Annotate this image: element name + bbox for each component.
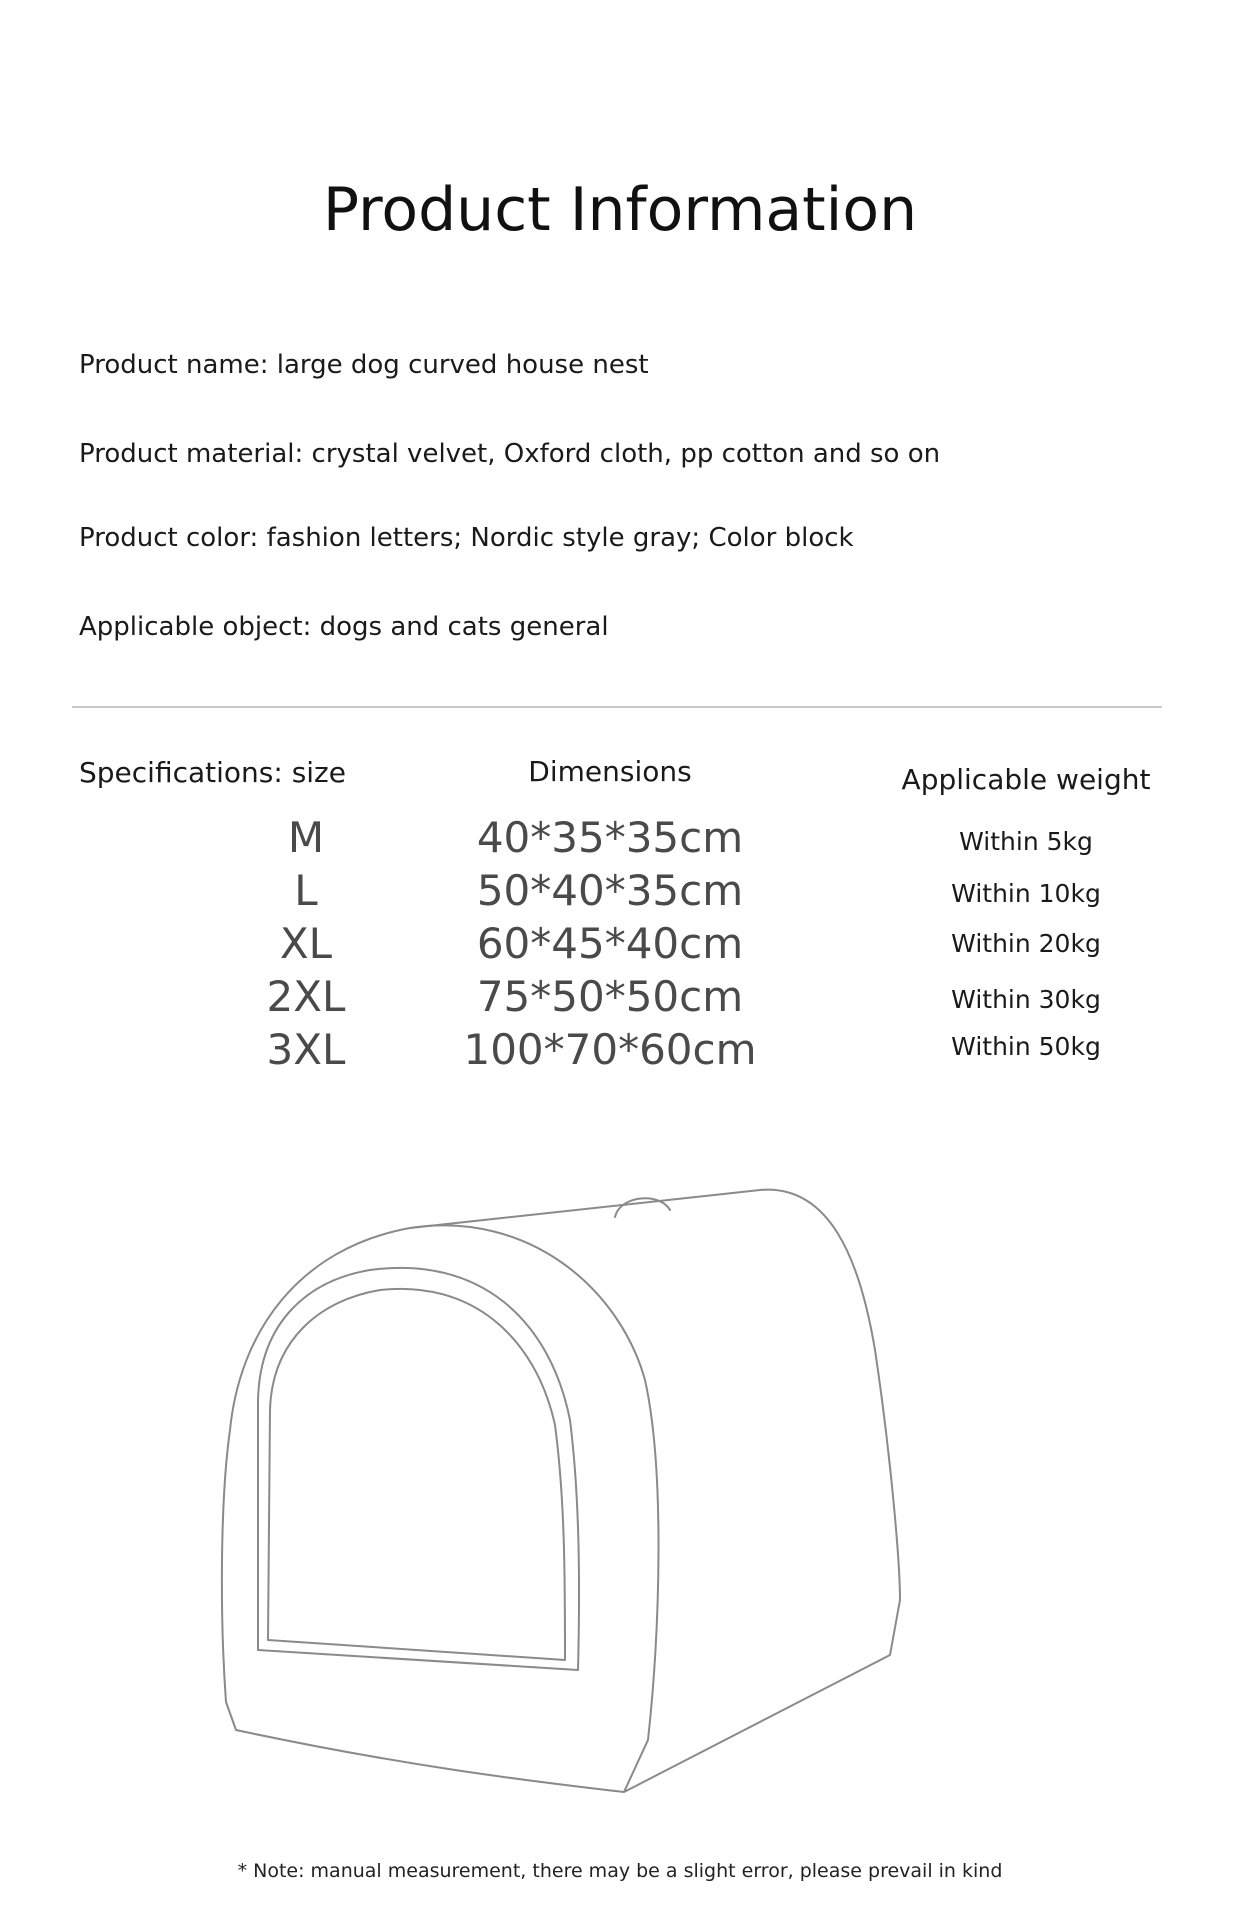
dog-house-icon xyxy=(220,1170,1020,1810)
dimensions-value: 60*45*40cm xyxy=(476,919,744,968)
size-value: 2XL xyxy=(266,972,346,1021)
size-value: L xyxy=(294,866,318,915)
divider xyxy=(72,706,1162,708)
dimensions-value: 40*35*35cm xyxy=(476,813,744,862)
weight-value: Within 30kg xyxy=(951,985,1101,1014)
applicable-object: Applicable object: dogs and cats general xyxy=(79,612,609,642)
size-value: XL xyxy=(279,919,333,968)
dimensions-value: 50*40*35cm xyxy=(476,866,744,915)
product-name: Product name: large dog curved house nest xyxy=(79,350,649,380)
dimensions-value: 75*50*50cm xyxy=(476,972,744,1021)
size-value: M xyxy=(287,813,325,862)
page-title: Product Information xyxy=(322,175,918,245)
dimensions-value: 100*70*60cm xyxy=(463,1025,757,1074)
weight-value: Within 5kg xyxy=(959,827,1093,856)
footer-note: * Note: manual measurement, there may be a slight error, please prevail in kind xyxy=(237,1860,1003,1882)
weight-value: Within 50kg xyxy=(951,1032,1101,1061)
weight-header: Applicable weight xyxy=(901,763,1151,796)
weight-value: Within 10kg xyxy=(951,879,1101,908)
weight-value: Within 20kg xyxy=(951,929,1101,958)
product-color: Product color: fashion letters; Nordic style gray; Color block xyxy=(79,523,854,553)
size-value: 3XL xyxy=(266,1025,346,1074)
product-material: Product material: crystal velvet, Oxford cloth, pp cotton and so on xyxy=(79,439,941,469)
dimensions-header: Dimensions xyxy=(528,755,692,788)
size-header: Specifications: size xyxy=(79,756,346,789)
